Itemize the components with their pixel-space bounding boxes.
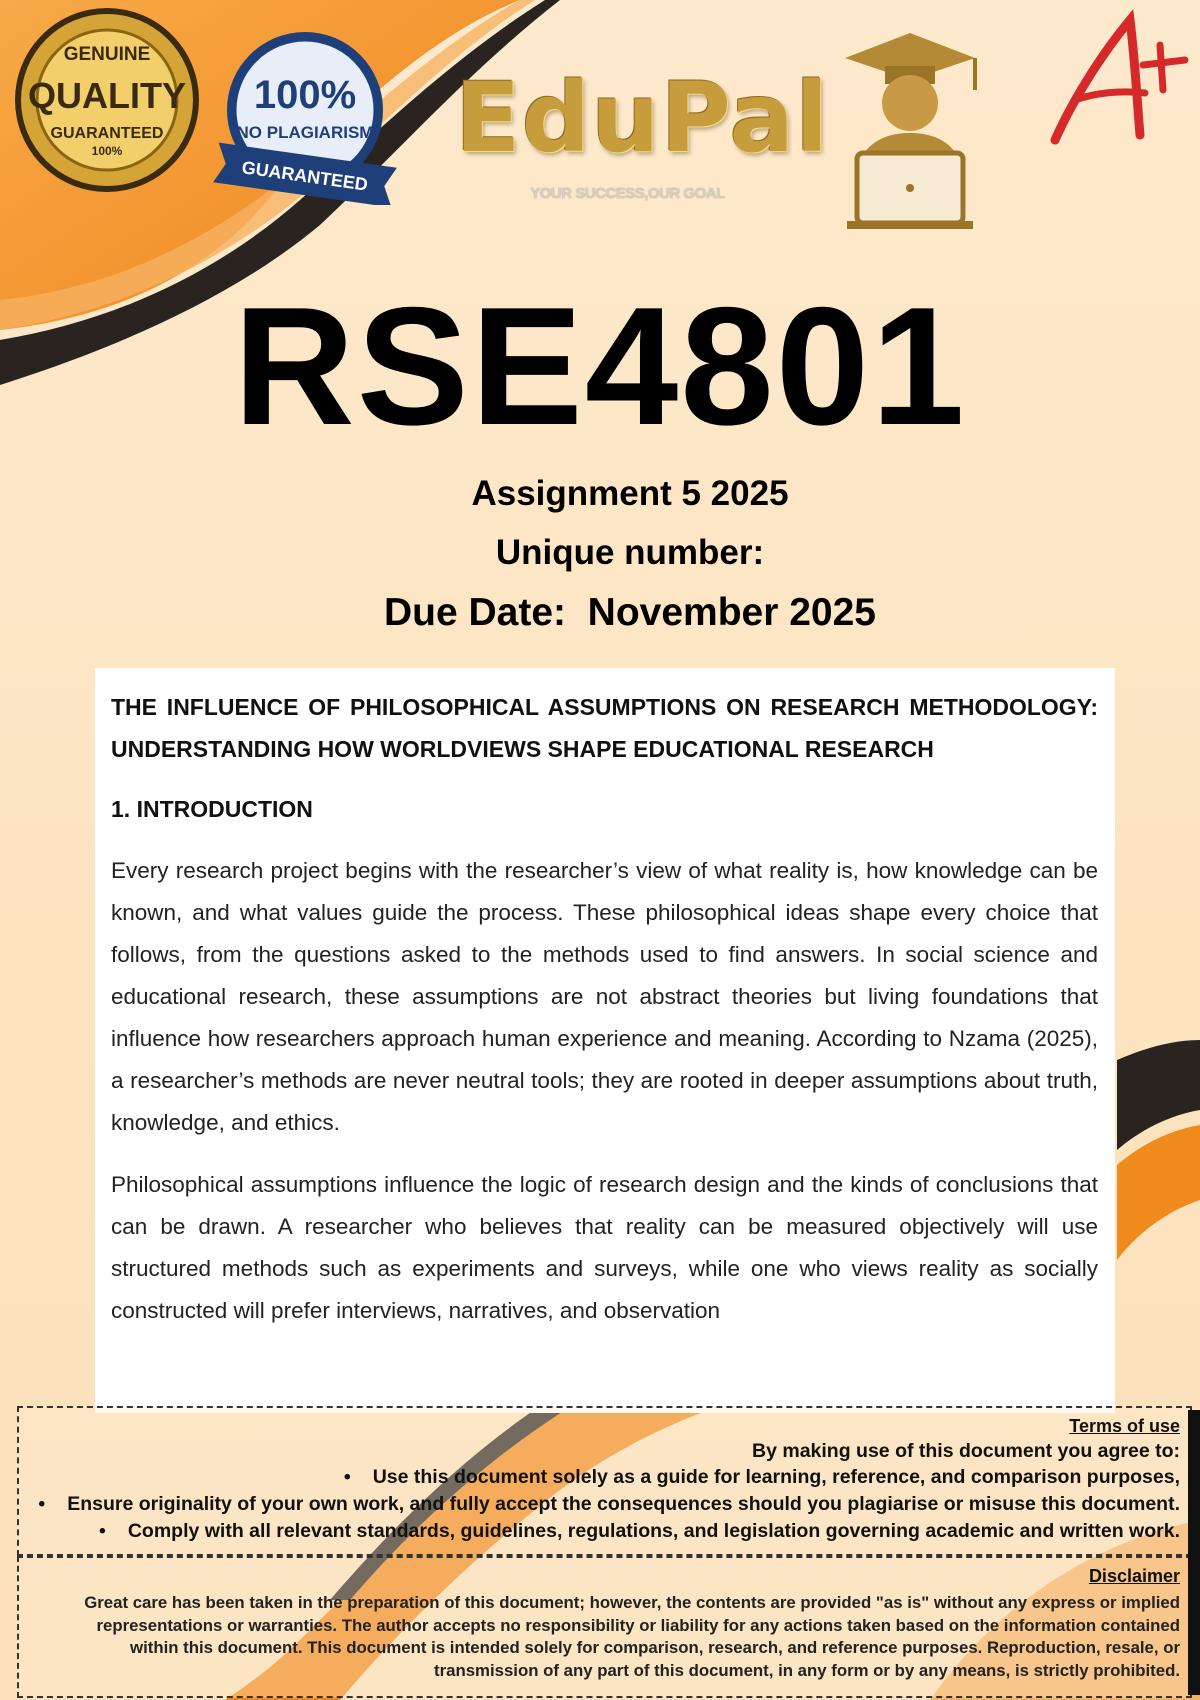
paragraph: Philosophical assumptions influence the logic of research design and the kinds of conclusions that can be drawn. A researcher who believes that reality can be measured objectively will use structured methods such as experiments and surveys, while one who views reality as socially constructed will prefer interviews, narratives, and observation (111, 1172, 1098, 1323)
due-date-label: Due Date: November 2025 (383, 591, 877, 634)
disclaimer-box (17, 1556, 1192, 1698)
terms-item-text: Use this document solely as a guide for learning, reference, and comparison purposes, (372, 1466, 1180, 1488)
disclaimer-text: Great care has been taken in the preparation of this document; however, the contents are provided "as is" without any express or implied representations or warranties. The author accepts no responsibility or liability for any actions taken based on the information contained within this document. This document is intended solely for comparison, research, and reference purposes. Reproduction, resale, or transmission of any part of this document, in any form or by any means, is strictly prohibited. (84, 1593, 1180, 1680)
terms-heading: Terms of use (1069, 1416, 1180, 1436)
plagiarism-seal-ribbon: GUARANTEED (240, 157, 370, 195)
paragraph: Every research project begins with the researcher’s view of what reality is, how knowledge can be known, and what values guide the process. These philosophical ideas shape every choice that follows, from the questions asked to the methods used to find answers. In social science and educational research, these assumptions are not abstract theories but living foundations that influence how researchers approach human experience and meaning. According to Nzama (2025), a researcher’s methods are never neutral tools; they are rooted in deeper assumptions about truth, knowledge, and ethics. (111, 858, 1098, 1135)
brand-slogan: YOUR SUCCESS,OUR GOAL (530, 185, 725, 202)
a-plus-grade-mark (1035, 5, 1195, 155)
brand-logo-wordmark: EduPal (455, 62, 830, 174)
bullet-icon: • (38, 1493, 46, 1515)
disclaimer-heading: Disclaimer (1088, 1566, 1180, 1586)
quality-seal-sub: 100% (91, 144, 123, 158)
course-code-title: RSE4801 (233, 272, 967, 460)
no-plagiarism-seal-badge (205, 30, 405, 205)
unique-number-label: Unique number: (495, 533, 765, 572)
assignment-label: Assignment 5 2025 (471, 474, 789, 513)
terms-intro: By making use of this document you agree to: (752, 1440, 1180, 1462)
terms-item-text: Comply with all relevant standards, guidelines, regulations, and legislation governing academic and written work. (127, 1520, 1180, 1542)
terms-item (38, 1493, 1180, 1516)
quality-seal-top: GENUINE (63, 44, 151, 65)
graduate-laptop-icon (835, 28, 985, 233)
document-title: THE INFLUENCE OF PHILOSOPHICAL ASSUMPTIONS ON RESEARCH METHODOLOGY: UNDERSTANDING HOW WORLDVIEWS SHAPE EDUCATIONAL RESEARCH (111, 694, 1098, 762)
edge-stripe (1188, 1410, 1200, 1695)
document-content-panel (95, 668, 1115, 1413)
quality-seal-badge (12, 5, 202, 195)
bullet-icon: • (343, 1466, 351, 1488)
quality-seal-bottom: GUARANTEED (50, 125, 164, 142)
terms-item-text: Ensure originality of your own work, and fully accept the consequences should you plagiarise or misuse this document. (67, 1493, 1180, 1515)
terms-item (99, 1520, 1180, 1543)
terms-item (344, 1466, 1180, 1489)
section-heading: 1. INTRODUCTION (111, 796, 313, 822)
bullet-icon: • (99, 1520, 106, 1542)
quality-seal-middle: QUALITY (28, 75, 186, 116)
plagiarism-seal-text: NO PLAGIARISM (236, 123, 374, 142)
terms-of-use-box (17, 1406, 1192, 1556)
plagiarism-seal-percent: 100% (253, 73, 357, 117)
